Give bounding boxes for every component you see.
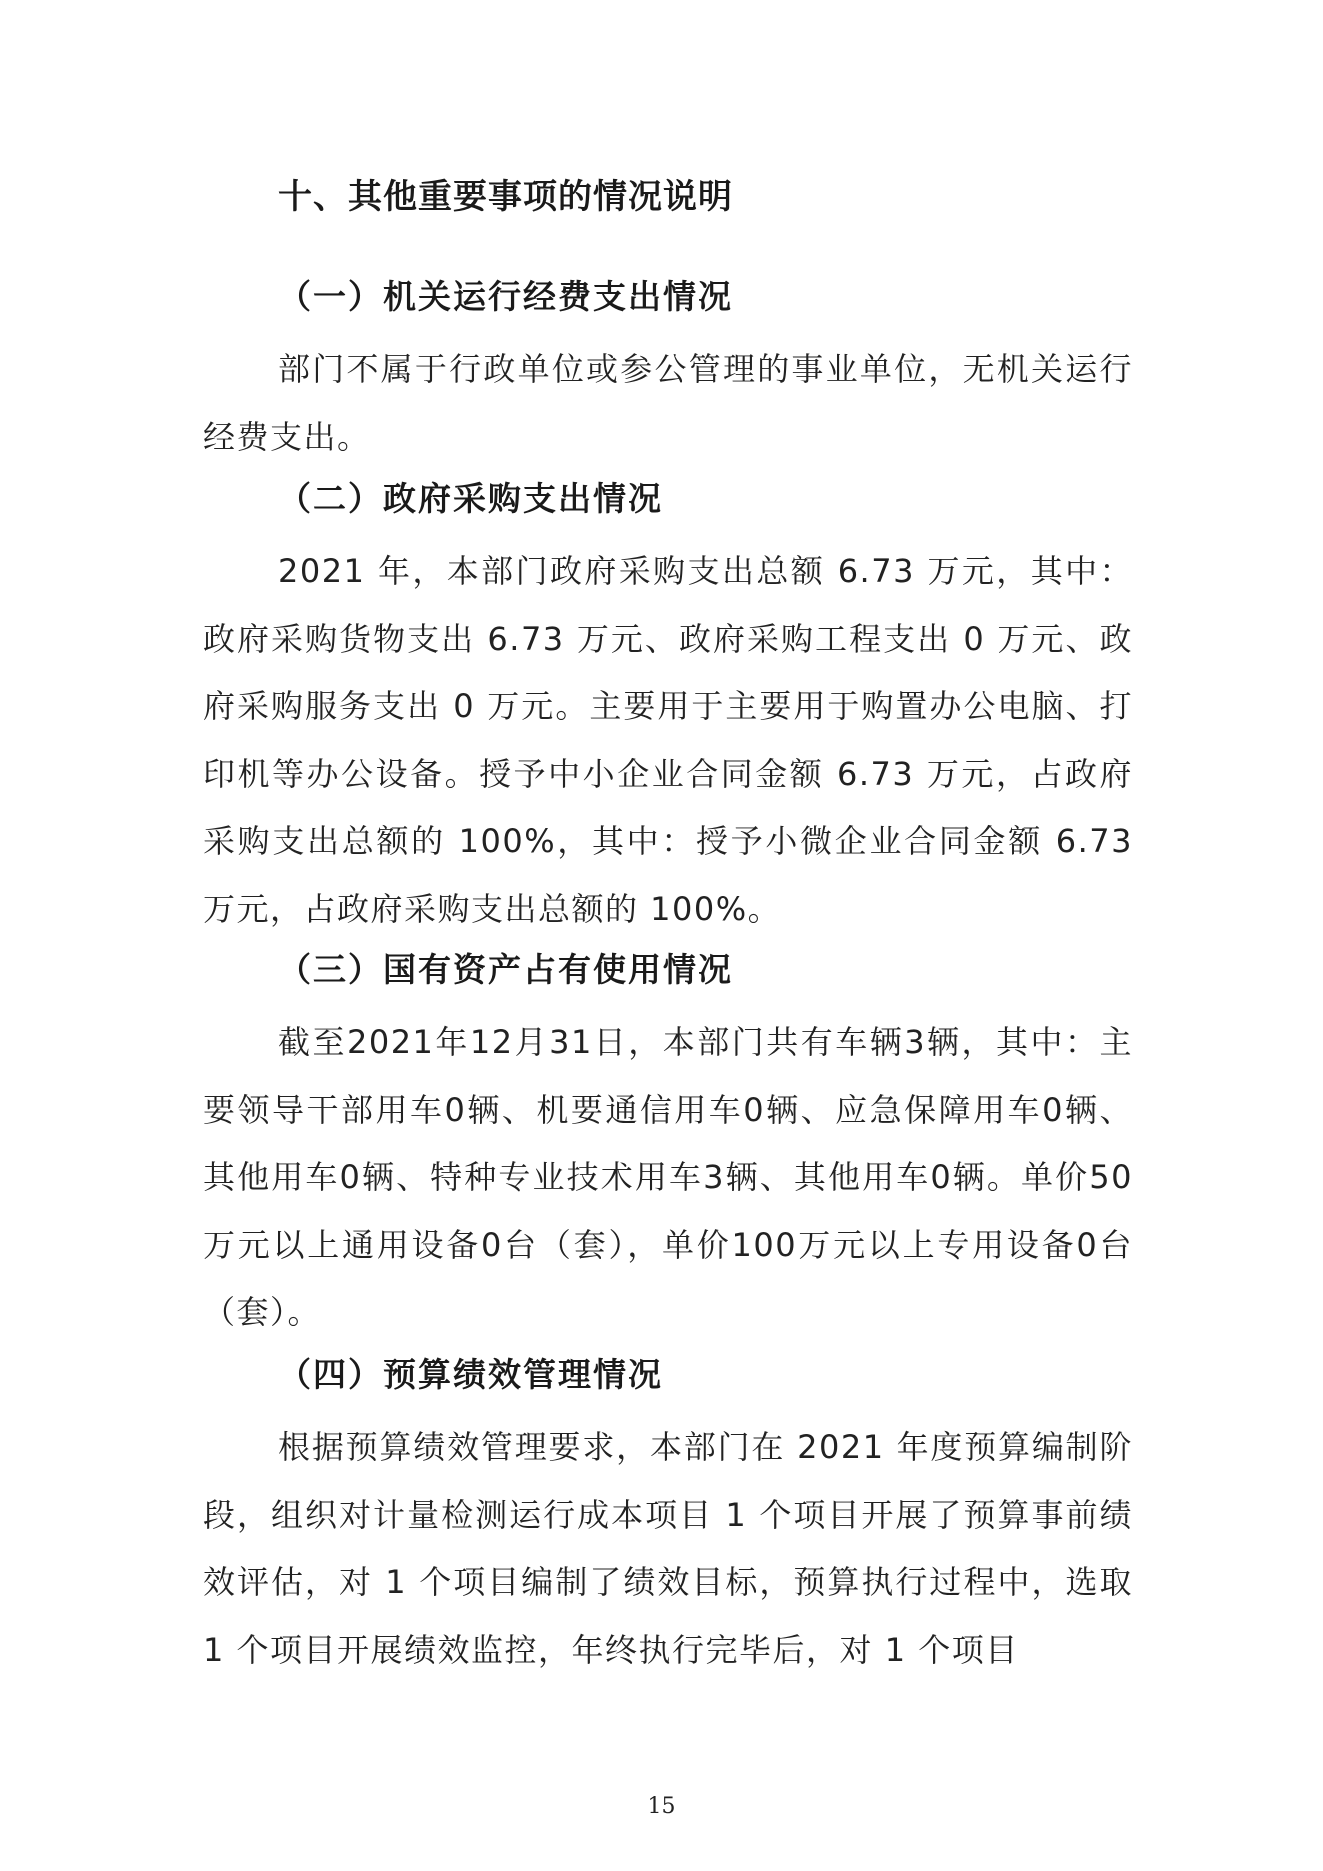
section-title: 十、其他重要事项的情况说明 [278, 177, 733, 217]
subsection-heading-1: （一）机关运行经费支出情况 [278, 277, 733, 316]
subsection-heading-3: （三）国有资产占有使用情况 [278, 950, 733, 989]
page-number: 15 [647, 1794, 676, 1819]
subsection-paragraph-1: 部门不属于行政单位或参公管理的事业单位，无机关运行经费支出。 [203, 350, 1133, 456]
subsection-paragraph-2: 2021 年，本部门政府采购支出总额 6.73 万元，其中：政府采购货物支出 6.73 万元、政府采购工程支出 0 万元、政府采购服务支出 0 万元。主要用于主要用于购置办公电脑、打印机等办公设备。授予中小企业合同金额 6.73 万元，占政府采购支出总额的 100%，其中：授予小微企业合同金额 6.73 万元，占政府采购支出总额的 100%。 [203, 552, 1133, 928]
subsection-paragraph-3: 截至2021年12月31日，本部门共有车辆3辆，其中：主要领导干部用车0辆、机要通信用车0辆、应急保障用车0辆、其他用车0辆、特种专业技术用车3辆、其他用车0辆。单价50万元以上通用设备0台（套），单价100万元以上专用设备0台（套）。 [203, 1023, 1133, 1331]
subsection-heading-2: （二）政府采购支出情况 [278, 479, 663, 518]
subsection-paragraph-4: 根据预算绩效管理要求，本部门在 2021 年度预算编制阶段，组织对计量检测运行成本项目 1 个项目开展了预算事前绩效评估，对 1 个项目编制了绩效目标，预算执行过程中，选取 1 个项目开展绩效监控，年终执行完毕后，对 1 个项目 [203, 1428, 1133, 1669]
subsection-heading-4: （四）预算绩效管理情况 [278, 1355, 663, 1394]
